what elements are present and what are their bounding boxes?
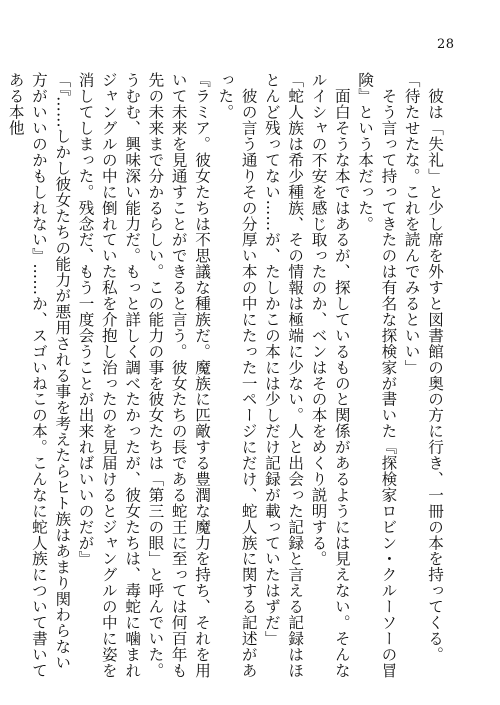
paragraph: 「蛇人族は希少種族、その情報は極端に少ない。人と出会った記録と言える記録はほとんど残ってない……が、たしかこの本には少しだけ記録が載っていたはずだ」 — [262, 72, 305, 679]
paragraph: 彼の言う通りその分厚い本の中にたった一ページにだけ、蛇人族に関する記述があった。 — [216, 72, 258, 679]
body-text — [6, 72, 446, 682]
paragraph: 面白そうな本ではあるが、探しているものと関係があるようには見えない。そんなルイシャの不安を感じ取ったのか、ベンはその本をめくり説明する。 — [309, 72, 351, 679]
paragraph: 『ラミア。彼女たちは不思議な種族だ。魔族に匹敵する豊潤な魔力を持ち、それを用いて未来を見通すことができると言う。彼女たちの長である蛇王に至っては何百年も先の未来まで分かるらしい。この能力の事を彼女たちは「第三の眼」と呼んでいた。うむむ、興味深い能力だ。もっと詳しく調べたかったが、彼女たちは、毒蛇に噛まれジャングルの中に倒れていた私を介抱し治ったのを見届けるとジャングルの中に姿を消してしまった。残念だ、もう一度会うことが出来ればいいのだが』 — [76, 72, 212, 679]
page-number: 28 — [437, 37, 455, 52]
paragraph: 「待たせたな。これを読んでみるといい」 — [402, 72, 421, 376]
paragraph: 彼は「失礼」と少し席を外すと図書館の奥の方に行き、一冊の本を持ってくる。 — [426, 72, 444, 663]
paragraph: そう言って持ってきたのは有名な探検家が書いた『探検家ロビン・クルーソーの冒険』という本だった。 — [356, 72, 398, 679]
paragraph: 「『……しかし彼女たちの能力が悪用される事を考えたらヒト族はあまり関わらない方がいいのかもしれない』……か、スゴいねこの本。こんなに蛇人族について書いてある本他 — [6, 72, 72, 679]
